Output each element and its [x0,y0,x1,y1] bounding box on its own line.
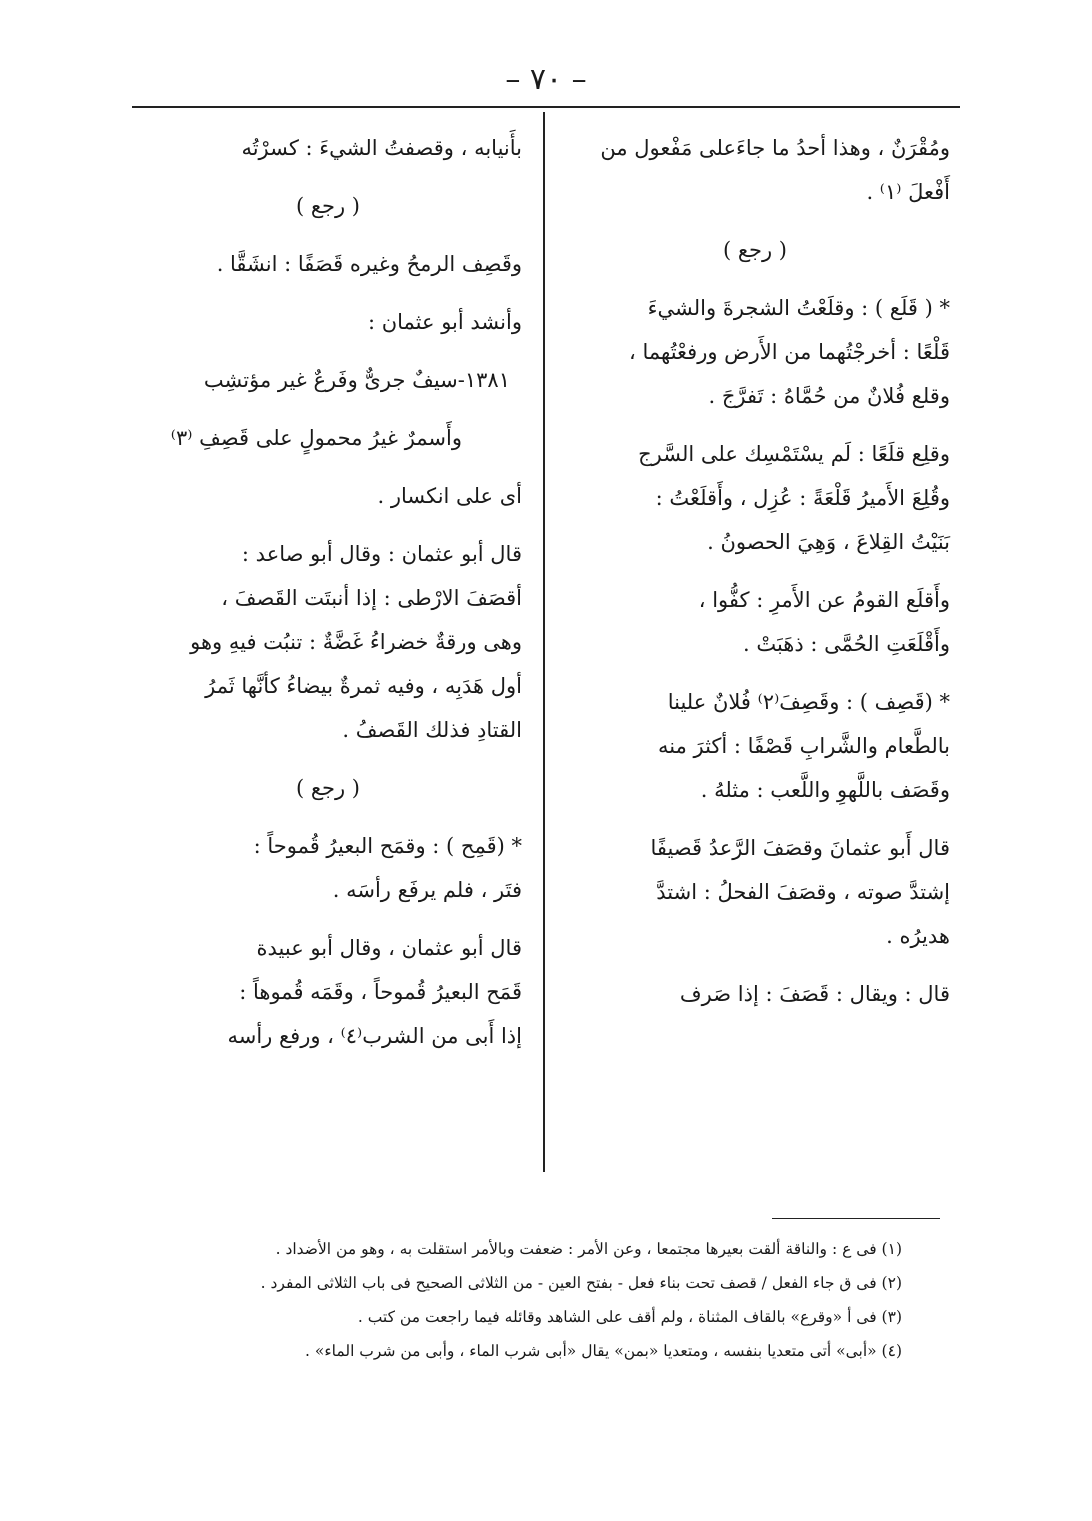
paragraph [134,300,522,344]
paragraph [134,532,522,752]
text-line: بالطَّعام والشَّرابِ قَصْفًا : أكثرَ منه [657,734,950,758]
text-line: أول هَدَبِه ، وفيه ثمرةٌ بيضاءُ كأنَّها ثَمرُ [205,674,522,698]
section-heading: ( رجع ) [295,194,361,218]
text-line: وأَقْلَعَتِ الحُمَّى : ذهَبَتْ . [743,632,950,656]
text-line: إشتدَّ صوته ، وقصَفَ الفحلُ : اشتدَّ [656,880,950,904]
footnote-rule [772,1218,940,1219]
text-line: وقُلِعَ الأَميرُ قَلْعَةً : عُزِل ، وأَقلَعْتُ : [655,486,950,510]
paragraph [560,432,950,564]
text-line: وقَصَف باللَّهوِ واللَّعب : مثلهُ . [700,778,950,802]
text-line: بأَنيابه ، وقصفتُ الشيءَ : كسرْتُه [241,136,522,160]
column-divider [543,112,545,1172]
paragraph [134,926,522,1058]
text-line: ومُقْرَنٌ ، وهذا أحدُ ما جاءَعلى مَفْعول من [600,136,950,160]
verse-line [134,358,522,402]
paragraph [560,826,950,958]
text-line: بَنَيْتُ القِلاعَ ، وَهِيَ الحصونُ . [707,530,950,554]
paragraph [134,242,522,286]
text-line: القتادِ فذلك القَصفُ . [342,718,522,742]
text-line: * ( قَلَع ) : وقلَعْتُ الشجرةَ والشيءَ [647,296,950,320]
left-column [134,126,522,1072]
paragraph [134,474,522,518]
text-line: قال أَبو عثمانَ وقصَفَ الرَّعدُ قَصيفًا [650,836,950,860]
text-line: وأَقلَع القومُ عن الأَمرِ : كفُّوا ، [698,588,950,612]
text-line: وأَسمرٌ غيرُ محمولٍ على قَصِفِ ⁽٣⁾ [170,426,462,450]
text-line: * (قَصِف ) : وقَصِفَ⁽٢⁾ فُلانٌ علينا [667,690,950,714]
text-line: وأنشد أبو عثمان : [367,310,522,334]
text-line: وقلِع قلَعًا : لَم يسْتَمْسِك على السَّرج [638,442,950,466]
text-line: إذا أَبى من الشرب⁽٤⁾ ، ورفع رأسه [227,1024,522,1048]
paragraph [560,680,950,812]
text-line: قال : ويقال : قَصَفَ : إذا صَرف [679,982,950,1006]
text-line: * (قَمِح ) : وقمَح البعيرُ قُموحاً : [253,834,522,858]
paragraph [560,972,950,1016]
footnote: (١) فى ع : والناقة ألقت بعيرها مجتمعا ، وعن الأمر : ضعفت وبالأمر استقلت به ، وهو من الأضداد . [275,1240,902,1258]
paragraph [134,824,522,912]
section-heading: ( رجع ) [722,238,788,262]
footnote: (٣) فى أ «وقرع» بالقاف المثناة ، ولم أقف على الشاهد وقائله فيما راجعت من كتب . [357,1308,902,1326]
paragraph [560,126,950,214]
text-line: وهى ورقةٌ خضراءُ غَضَّةٌ : تنبُت فيهِ وهو [190,630,522,654]
text-line: أى على انكسار . [377,484,522,508]
footnotes [110,1232,902,1368]
text-line: ١٣٨١-سيفٌ جرىٌّ وفَرعٌ غير مؤتشِب [203,368,510,392]
footnote: (٤) «أبى» أتى متعديا بنفسه ، ومتعديا «بمن» يقال «أبى شرب الماء ، وأبى من شرب الماء» . [305,1342,902,1360]
section-heading: ( رجع ) [295,776,361,800]
verse-line [134,416,522,460]
text-line: وقَصِف الرمحُ وغيره قَصَفًا : انشَقَّا . [216,252,522,276]
text-line: أقصَفَ الارْطى : إذا أنبتَت القَصفَ ، [221,586,522,610]
text-line: وقلع فُلانٌ من حُمَّاهُ : تَفرَّجَ . [708,384,950,408]
paragraph [560,286,950,418]
right-column [560,126,950,1030]
footnote: (٢) فى ق جاء الفعل / قصف تحت بناء فعل - بفتح العين - من الثلاثى الصحيح فى باب الثلاثى المفرد . [260,1274,902,1292]
page-number: – ٧٠ – [505,62,587,97]
text-line: قال أبو عثمان : وقال أبو صاعد : [241,542,522,566]
text-line: قَمَح البعيرُ قُموحاً ، وقَمَه قُموهاً : [239,980,522,1004]
text-line: أَفْعلَ ⁽١⁾ . [866,180,950,204]
text-line: فتَر ، فلم يرفَع رأسَه . [332,878,522,902]
paragraph [134,126,522,170]
text-line: قال أبو عثمان ، وقال أبو عبيدة [256,936,522,960]
text-line: قَلْعًا : أخرجْتُهما من الأَرض ورفعْتُهما ، [629,340,950,364]
header-rule [132,106,960,108]
paragraph [560,578,950,666]
text-line: هديرُه . [886,924,950,948]
